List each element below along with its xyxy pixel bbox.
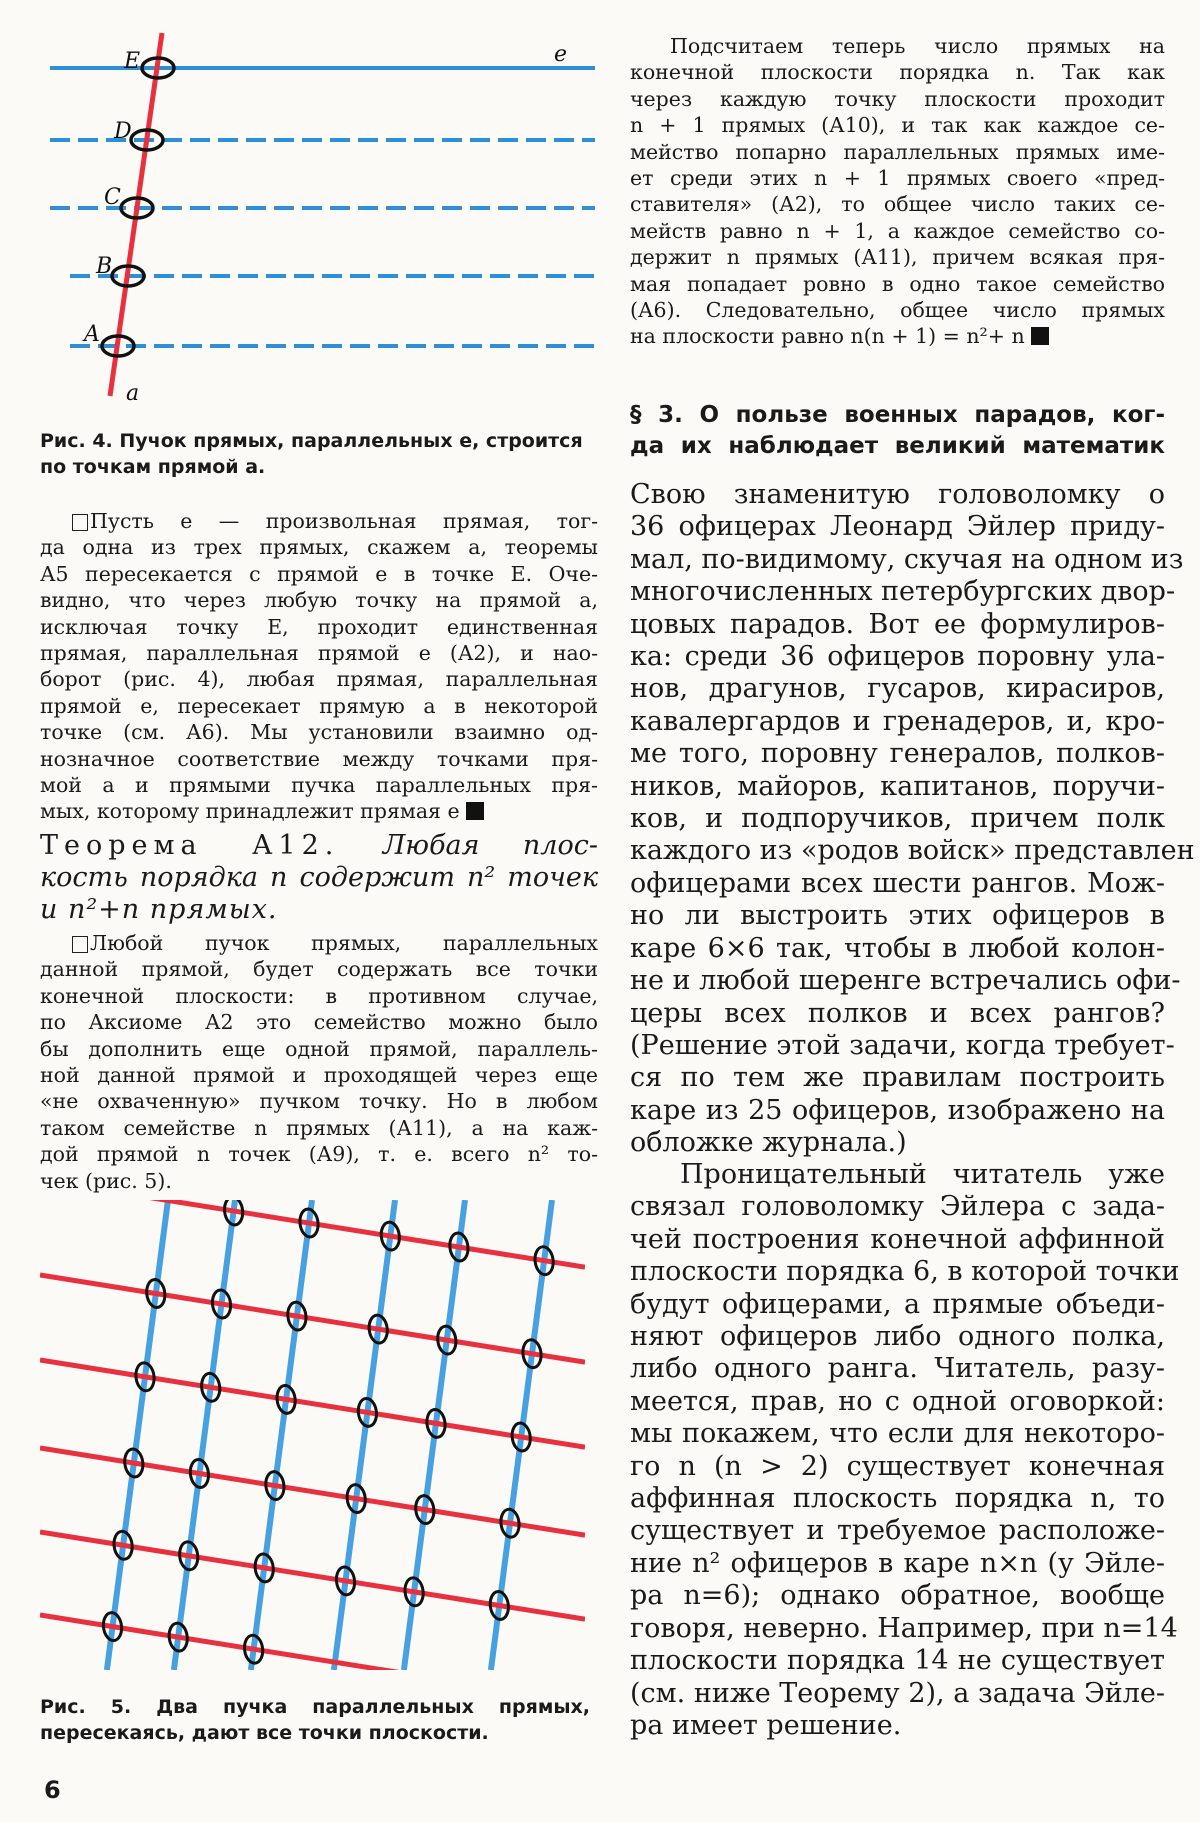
text-line: офицерами всех шести рангов. Мож- (630, 867, 1165, 899)
text-line: 36 офицерах Леонард Эйлер приду- (630, 511, 1165, 543)
text-line: нов, драгунов, гусаров, кирасиров, (630, 673, 1165, 705)
text-line: ра n=6); однако обратное, вообще (630, 1580, 1165, 1612)
text-line: борот (рис. 4), любая прямая, параллельная (40, 667, 598, 692)
text-line: Подсчитаем теперь число прямых на (670, 34, 1165, 58)
qed-mark (466, 802, 484, 820)
text-line: прямой e, пересекает прямую a в некоторой (40, 693, 598, 718)
theorem-a12 (40, 830, 598, 926)
label-A: A (84, 322, 100, 347)
text-line: да одна из трех прямых, скажем a, теоремы (40, 535, 598, 560)
text-line: мы покажем, что если для некоторо- (630, 1418, 1165, 1450)
text-line: но ли выстроить этих офицеров в (630, 900, 1165, 932)
text-line: говоря, неверно. Например, при n=14 (630, 1612, 1178, 1644)
text-line: ра имеет решение. (630, 1709, 902, 1741)
text-line: ка: среди 36 офицеров поровну ула- (630, 641, 1165, 673)
text-line: (см. ниже Теорему 2), а задача Эйле- (630, 1677, 1165, 1709)
text-line: связал головоломку Эйлера с зада- (630, 1191, 1165, 1223)
text-line: Свою знаменитую головоломку о (630, 479, 1165, 510)
figure-5-caption-line2: пересекаясь, дают все точки плоскости. (40, 1722, 489, 1744)
red-line (40, 1360, 585, 1447)
qed-mark (1031, 327, 1049, 345)
section-heading-line1: § 3. О пользе военных парадов, ког- (630, 402, 1165, 428)
blue-line (174, 1200, 235, 1670)
paragraph-2 (630, 1159, 1180, 1742)
label-e: e (554, 42, 568, 67)
text-line: существует и требуемое расположе- (630, 1515, 1165, 1547)
label-D: D (114, 119, 132, 144)
text-line: цовых парадов. Вот ее формулиров- (630, 608, 1165, 640)
text-line: церы всех полков и всех рангов? (630, 997, 1165, 1029)
text-line: конечной плоскости порядка n. Так как (630, 60, 1165, 85)
text-line: ков, и подпоручиков, причем полк (630, 803, 1165, 835)
text-line: на плоскости равно n(n + 1) = n²+ n (630, 323, 1165, 349)
text-line: ме того, поровну генералов, полков- (630, 738, 1165, 770)
line-a (110, 33, 162, 396)
text-line: таком семействе n прямых (А11), а на каж- (40, 1115, 598, 1140)
text-line: ной данной прямой и проходящей через еще (40, 1063, 598, 1088)
theorem-text-1: Любая плос- (382, 830, 598, 861)
text-line: ся по тем же правилам построить (630, 1062, 1165, 1094)
text-line: прямая, параллельная прямой e (А2), и нао- (40, 641, 598, 666)
blue-line (334, 1200, 395, 1670)
text-line: по Аксиоме А2 это семейство можно было (40, 1010, 598, 1035)
label-C: C (104, 185, 121, 210)
theorem-label: Теорема А12. (40, 830, 340, 861)
text-line: каждого из «родов войск» представлен (630, 835, 1195, 867)
text-line: (А6). Следовательно, общее число прямых (630, 298, 1165, 323)
text-line: точке (см. А6). Мы установили взаимно од- (40, 720, 598, 745)
text-line: няют офицеров либо одного полка, (630, 1321, 1165, 1353)
text-line: конечной плоскости: в противном случае, (40, 983, 598, 1008)
text-line: чек (рис. 5). (40, 1168, 172, 1193)
text-line: меется, прав, но с одной оговоркой: (630, 1385, 1165, 1417)
figure-5-caption-line1: Рис. 5. Два пучка параллельных прямых, (40, 1696, 590, 1718)
left-text-block (40, 508, 598, 825)
text-line: Пусть e — произвольная прямая, тог- (90, 509, 598, 533)
text-line: многочисленных петербургских двор- (630, 576, 1176, 608)
text-line: либо одного ранга. Читатель, разу- (630, 1353, 1165, 1385)
label-B: B (96, 254, 113, 279)
text-line: n + 1 прямых (А10), и так как каждое се- (630, 113, 1165, 138)
text-line: А5 пересекается с прямой e в точке E. Оче- (40, 561, 598, 586)
figure-5 (40, 1200, 585, 1670)
text-line: не и любой шеренге встречались офи- (630, 965, 1181, 997)
text-line: дой прямой n точек (А9), т. е. всего n² то- (40, 1142, 598, 1167)
text-line: ников, майоров, капитанов, поручи- (630, 770, 1165, 802)
proof-start-box (72, 936, 88, 953)
theorem-text-2: кость порядка n содержит n² точек (40, 862, 598, 893)
section-3-heading (630, 400, 1165, 462)
text-line: «не охваченную» пучком точку. Но в любом (40, 1089, 598, 1114)
theorem-text-3: и n²+n прямых. (40, 894, 278, 925)
blue-line (107, 1200, 168, 1670)
text-line: держит n прямых (А11), причем всякая пря- (630, 245, 1165, 270)
text-line: плоскости порядка 6, в которой точки (630, 1256, 1180, 1288)
paragraph-1 (630, 479, 1195, 1160)
text-line: нозначное соответствие между точками пря- (40, 746, 598, 771)
text-line: будут офицерами, а прямые объеди- (630, 1288, 1165, 1320)
text-line: через каждую точку плоскости проходит (630, 86, 1165, 111)
red-line (40, 1275, 585, 1362)
label-E: E (124, 49, 141, 74)
page-number: 6 (44, 1776, 61, 1804)
text-line: каре 6×6 так, чтобы в любой колон- (630, 932, 1165, 964)
text-line: мал, по-видимому, скучая на одном из (630, 543, 1184, 575)
text-line: Проницательный читатель уже (680, 1159, 1165, 1190)
section-heading-line2: да их наблюдает великий математик (630, 433, 1165, 459)
text-line: мая попадает ровно в одно такое семейство (630, 271, 1165, 296)
figure-4 (40, 28, 620, 408)
text-line: мейств равно n + 1, а каждое семейство со- (630, 218, 1165, 243)
text-line: видно, что через любую точку на прямой a, (40, 588, 598, 613)
text-line: данной прямой, будет содержать все точки (40, 957, 598, 982)
text-line: мых, которому принадлежит прямая e (40, 798, 598, 824)
label-a: a (126, 381, 140, 406)
figure-5-caption (40, 1694, 590, 1746)
red-line (40, 1448, 585, 1535)
figure-4-caption: Рис. 4. Пучок прямых, параллельных e, строится по точкам прямой a. (40, 430, 583, 478)
blue-line (251, 1200, 312, 1670)
text-line: каре из 25 офицеров, изображено на (630, 1094, 1165, 1126)
text-line: обложке журнала.) (630, 1127, 907, 1159)
proof-start-box (72, 514, 88, 531)
text-line: го n (n > 2) существует конечная (630, 1450, 1165, 1482)
right-top-block (630, 33, 1165, 350)
text-line: мейство попарно параллельных прямых име- (630, 139, 1165, 164)
text-line: бы дополнить еще одной прямой, параллель- (40, 1036, 598, 1061)
text-line: исключая точку E, проходит единственная (40, 614, 598, 639)
text-line: ставителя» (А2), то общее число таких се- (630, 192, 1165, 217)
text-line: ет среди этих n + 1 прямых своего «пред- (630, 166, 1165, 191)
text-line: Любой пучок прямых, параллельных (90, 931, 598, 955)
text-line: мой a и прямыми пучка параллельных пря- (40, 773, 598, 798)
text-line: аффинная плоскость порядка n, то (630, 1483, 1165, 1515)
text-line: (Решение этой задачи, когда требует- (630, 1029, 1175, 1061)
proof-block (40, 930, 598, 1194)
text-line: плоскости порядка 14 не существует (630, 1645, 1165, 1677)
text-line: чей построения конечной аффинной (630, 1223, 1165, 1255)
text-line: кавалергардов и гренадеров, и, кро- (630, 705, 1165, 737)
text-line: ние n² офицеров в каре n×n (у Эйле- (630, 1547, 1165, 1579)
